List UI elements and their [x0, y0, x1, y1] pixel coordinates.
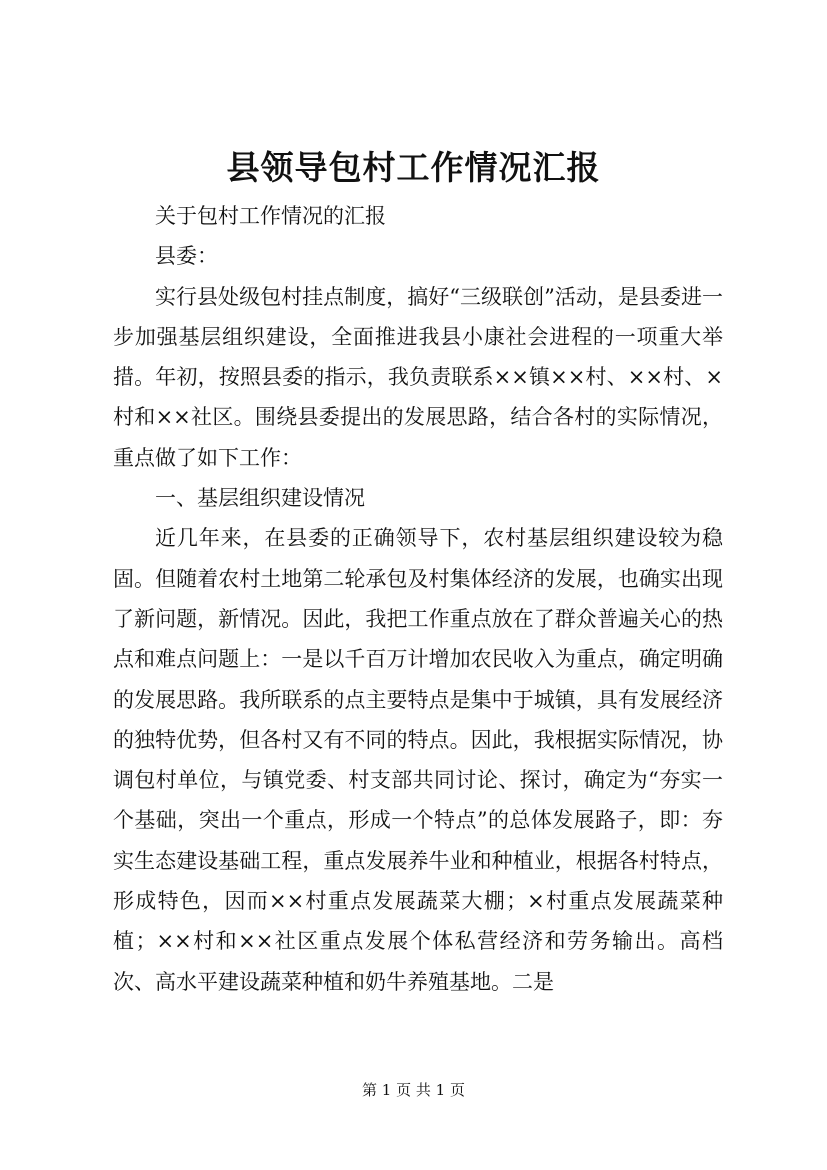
body-paragraph: 实行县处级包村挂点制度，搞好“三级联创”活动，是县委进一步加强基层组织建设，全面推进我县小康社会进程的一项重大举措。年初，按照县委的指示，我负责联系××镇××村、××村、×村和××社区。围绕县委提出的发展思路，结合各村的实际情况，重点做了如下工作：: [113, 284, 723, 470]
page-number-footer: 第 1 页 共 1 页: [362, 1081, 465, 1099]
section-heading: 一、基层组织建设情况: [155, 486, 365, 511]
document-title: 县领导包村工作情况汇报: [226, 148, 601, 187]
document-body: [113, 196, 723, 1002]
body-paragraph: 近几年来，在县委的正确领导下，农村基层组织建设较为稳固。但随着农村土地第二轮承包及村集体经济的发展，也确实出现了新问题，新情况。因此，我把工作重点放在了群众普遍关心的热点和难点问题上：一是以千百万计增加农民收入为重点，确定明确的发展思路。我所联系的点主要特点是集中于城镇，具有发展经济的独特优势，但各村又有不同的特点。因此，我根据实际情况，协调包村单位，与镇党委、村支部共同讨论、探讨，确定为“夯实一个基础，突出一个重点，形成一个特点”的总体发展路子，即：夯实生态建设基础工程，重点发展养牛业和种植业，根据各村特点，形成特色，因而××村重点发展蔬菜大棚；×村重点发展蔬菜种植；××村和××社区重点发展个体私营经济和劳务输出。高档次、高水平建设蔬菜种植和奶牛养殖基地。二是: [113, 526, 723, 994]
subject-line: 关于包村工作情况的汇报: [155, 204, 386, 228]
salutation: 县委：: [155, 244, 218, 269]
